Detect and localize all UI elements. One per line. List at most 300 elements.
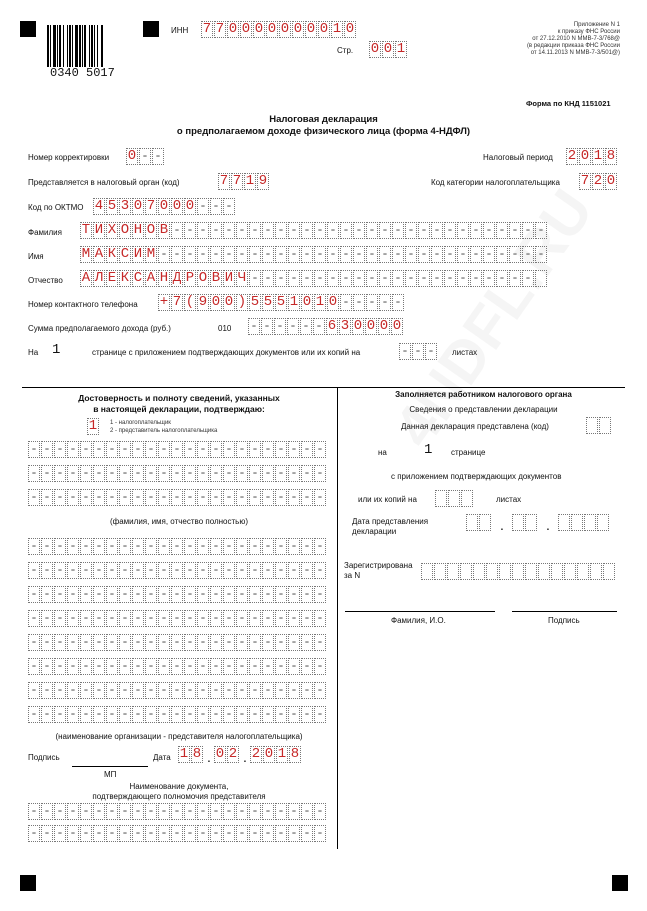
column-divider [337,387,338,849]
char-cell: - [93,610,105,627]
char-cell: - [223,825,235,842]
char-cell: - [197,441,209,458]
char-cell: - [28,489,40,506]
char-cell: 0 [306,21,316,37]
signer-option-1: 1 - налогоплательщик [110,420,171,426]
char-cell: - [288,586,300,603]
char-cell: 0 [159,198,169,214]
char-cell: - [275,562,287,579]
char-cell: - [223,803,235,820]
char-cell: - [314,465,326,482]
blank-row[interactable] [28,682,327,699]
char-cell: - [340,270,352,287]
char-cell: - [249,538,261,555]
char-cell: - [210,803,222,820]
char-cell: - [496,270,508,287]
char-cell: - [41,465,53,482]
inn-label: ИНН [171,26,189,35]
char-cell: - [301,634,313,651]
char-cell: - [210,586,222,603]
char-cell: - [379,222,391,239]
char-cell: - [184,825,196,842]
officer-name-line[interactable] [345,611,495,612]
appendix-line: (в редакции приказа ФНС России [526,43,620,49]
char-cell: - [223,222,235,239]
char-cell: - [249,634,261,651]
char-cell: - [314,489,326,506]
char-cell: 0 [383,41,393,57]
officer-signature-line[interactable] [512,611,617,612]
char-cell: 0 [264,746,274,762]
presented-code-field[interactable] [586,417,612,434]
char-cell: - [132,610,144,627]
char-cell: - [41,682,53,699]
blank-row[interactable] [28,538,327,555]
char-cell: И [224,270,234,286]
char-cell: - [288,825,300,842]
char-cell: - [210,682,222,699]
char-cell: - [67,706,79,723]
name-label: Имя [28,252,44,261]
char-cell: 0 [353,318,363,334]
char-cell: 0 [211,294,221,310]
char-cell: Х [107,222,117,238]
char-cell: - [418,270,430,287]
char-cell: - [80,610,92,627]
char-cell: - [171,634,183,651]
char-cell: О [120,222,130,238]
char-cell: 0 [254,21,264,37]
char-cell: - [496,222,508,239]
char-cell [512,563,524,580]
char-cell: 7 [215,21,225,37]
char-cell: - [236,441,248,458]
date-field[interactable] [178,746,302,768]
char-cell: - [54,489,66,506]
char-cell: - [262,706,274,723]
char-cell: - [470,270,482,287]
char-cell: - [106,825,118,842]
char-cell: - [210,465,222,482]
char-cell: - [288,562,300,579]
date-separator: . [207,749,211,765]
presentation-heading: Сведения о представлении декларации [409,405,558,414]
presented-code-label: Данная декларация представлена (код) [401,422,549,431]
char-cell [435,490,447,507]
confirm-heading-1: Достоверность и полноту сведений, указанных [78,393,280,403]
char-cell: 5 [276,294,286,310]
char-cell: - [236,562,248,579]
char-cell: - [210,246,222,263]
char-cell: - [223,658,235,675]
char-cell [466,514,478,531]
char-cell: - [418,246,430,263]
char-cell: - [405,222,417,239]
char-cell: - [41,706,53,723]
tax-office-heading: Заполняется работником налогового органа [395,390,572,399]
patronymic-field[interactable] [80,270,548,287]
char-cell: - [93,658,105,675]
char-cell: 0 [215,746,225,762]
registered-label-1: Зарегистрирована [344,561,413,570]
char-cell: - [223,246,235,263]
blank-row[interactable] [28,441,327,458]
char-cell: - [210,222,222,239]
char-cell: - [301,658,313,675]
char-cell: - [288,706,300,723]
char-cell: - [41,610,53,627]
char-cell: - [236,246,248,263]
char-cell: - [158,538,170,555]
char-cell: - [236,465,248,482]
corner-marker [143,21,159,37]
char-cell: - [366,270,378,287]
char-cell: - [119,825,131,842]
char-cell: - [145,706,157,723]
blank-row[interactable] [28,825,327,842]
blank-row[interactable] [28,489,327,506]
char-cell: - [327,222,339,239]
char-cell: - [54,586,66,603]
char-cell: - [184,586,196,603]
surname-field[interactable] [80,222,548,239]
char-cell: - [67,441,79,458]
signer-field[interactable] [87,418,100,435]
char-cell [421,563,433,580]
char-cell: - [106,634,118,651]
char-cell: К [120,270,130,286]
char-cell: - [535,246,547,263]
char-cell: - [353,222,365,239]
char-cell: - [80,538,92,555]
char-cell: - [145,562,157,579]
char-cell: - [249,658,261,675]
char-cell: - [301,706,313,723]
char-cell: - [80,489,92,506]
char-cell: - [223,441,235,458]
char-cell: - [379,270,391,287]
date-separator: . [500,517,504,533]
blank-row[interactable] [28,634,327,651]
blank-row[interactable] [28,562,327,579]
barcode-bar [103,25,104,67]
char-cell: - [145,825,157,842]
char-cell: 3 [340,318,350,334]
officer-signature-caption: Подпись [548,616,580,625]
char-cell: - [197,634,209,651]
char-cell: - [54,441,66,458]
char-cell: - [145,610,157,627]
char-cell: 8 [290,746,300,762]
char-cell: 1 [245,173,255,189]
char-cell [558,514,570,531]
copies-sheets-field[interactable] [435,490,474,507]
correction-label: Номер корректировки [28,153,110,162]
char-cell: - [197,825,209,842]
char-cell: - [158,441,170,458]
char-cell: М [81,246,91,262]
char-cell: - [171,658,183,675]
char-cell: 2 [251,746,261,762]
surname-label: Фамилия [28,228,62,237]
char-cell: - [444,246,456,263]
right-sheets-label: листах [496,495,522,504]
char-cell: - [340,246,352,263]
char-cell: А [81,270,91,286]
char-cell: - [80,658,92,675]
char-cell: - [353,294,365,311]
char-cell [473,563,485,580]
char-cell: - [236,682,248,699]
char-cell: - [496,246,508,263]
category-field[interactable] [579,173,618,190]
char-cell: - [158,682,170,699]
blank-row[interactable] [28,586,327,603]
char-cell: - [145,465,157,482]
char-cell: - [275,658,287,675]
char-cell: 7 [580,173,590,189]
char-cell: - [275,489,287,506]
char-cell: Д [172,270,182,286]
char-cell [447,563,459,580]
blank-row[interactable] [28,706,327,723]
char-cell: - [119,489,131,506]
char-cell: - [262,803,274,820]
char-cell: - [41,586,53,603]
char-cell [460,563,472,580]
char-cell: - [275,586,287,603]
blank-row[interactable] [28,610,327,627]
char-cell: - [67,803,79,820]
appendix-line: к приказу ФНС России [557,29,620,35]
char-cell: - [327,246,339,263]
inn-field[interactable] [201,21,357,38]
char-cell: - [184,246,196,263]
char-cell: - [431,222,443,239]
char-cell: - [158,586,170,603]
char-cell: - [275,682,287,699]
char-cell: - [236,658,248,675]
char-cell: - [93,562,105,579]
authority-label: Представляется в налоговый орган (код) [28,178,180,187]
char-cell: - [249,222,261,239]
category-label: Код категории налогоплательщика [431,178,560,187]
char-cell: - [288,465,300,482]
char-cell: - [171,562,183,579]
char-cell: - [249,682,261,699]
attachments-text: с приложением подтверждающих документов [391,472,562,481]
char-cell: 5 [250,294,260,310]
char-cell: - [106,658,118,675]
char-cell: - [210,562,222,579]
char-cell: - [275,610,287,627]
char-cell: - [210,538,222,555]
char-cell: - [119,586,131,603]
char-cell: - [288,803,300,820]
char-cell: - [119,706,131,723]
char-cell: - [236,222,248,239]
char-cell: - [197,465,209,482]
char-cell: - [106,803,118,820]
char-cell: - [457,270,469,287]
appendix-note [470,22,620,57]
char-cell: - [249,441,261,458]
char-cell: - [106,441,118,458]
char-cell: - [262,682,274,699]
char-cell: - [184,489,196,506]
char-cell: - [80,634,92,651]
char-cell: - [171,441,183,458]
corner-marker [20,875,36,891]
char-cell: - [80,562,92,579]
date-label: Дата [153,753,171,762]
char-cell: С [133,270,143,286]
char-cell: - [197,562,209,579]
char-cell [448,490,460,507]
char-cell: 0 [379,318,389,334]
char-cell: - [314,222,326,239]
barcode-number: 0340 5017 [50,66,115,80]
char-cell: - [262,658,274,675]
char-cell: - [41,634,53,651]
blank-row[interactable] [28,803,327,820]
char-cell: - [301,562,313,579]
char-cell: - [67,825,79,842]
char-cell: - [288,222,300,239]
blank-row[interactable] [28,658,327,675]
correction-field[interactable] [126,148,165,165]
char-cell: - [262,489,274,506]
char-cell: - [301,610,313,627]
char-cell: - [145,634,157,651]
char-cell: - [288,270,300,287]
page-number-field[interactable] [369,41,408,58]
char-cell: - [392,222,404,239]
char-cell: - [132,682,144,699]
char-cell: - [457,246,469,263]
income-field[interactable] [248,318,404,335]
char-cell: - [262,610,274,627]
char-cell: - [509,270,521,287]
char-cell: - [158,658,170,675]
char-cell: - [197,198,209,215]
char-cell [586,417,598,434]
char-cell: - [28,465,40,482]
char-cell: - [287,318,299,335]
char-cell: - [28,825,40,842]
char-cell: - [171,538,183,555]
authority-field[interactable] [218,173,270,190]
char-cell: - [248,318,260,335]
doc-heading-1: Наименование документа, [129,782,229,791]
char-cell: - [399,343,411,360]
char-cell: - [28,610,40,627]
char-cell: ) [237,294,247,310]
blank-row[interactable] [28,465,327,482]
char-cell: - [444,222,456,239]
char-cell: - [80,682,92,699]
officer-name-caption: Фамилия, И.О. [391,616,446,625]
char-cell: - [210,198,222,215]
char-cell: 7 [146,198,156,214]
on-label: На [28,348,39,357]
char-cell: 6 [327,318,337,334]
char-cell: + [159,294,169,310]
char-cell: - [106,706,118,723]
char-cell: - [210,634,222,651]
char-cell: - [28,634,40,651]
char-cell: - [28,562,40,579]
char-cell [599,417,611,434]
char-cell: - [119,562,131,579]
char-cell: - [28,706,40,723]
phone-field[interactable] [158,294,405,311]
char-cell: К [107,246,117,262]
char-cell: - [392,294,404,311]
char-cell: - [184,634,196,651]
char-cell: Л [94,270,104,286]
char-cell: О [146,222,156,238]
sheets-field[interactable] [399,343,438,360]
pages-count: 1 [52,342,61,358]
char-cell: - [93,465,105,482]
char-cell: - [314,538,326,555]
char-cell [512,514,524,531]
char-cell: - [261,318,273,335]
char-cell: - [132,803,144,820]
char-cell: - [236,586,248,603]
char-cell: - [28,441,40,458]
signature-line[interactable] [72,766,148,767]
fio-caption: (фамилия, имя, отчество полностью) [109,517,248,526]
char-cell: - [314,610,326,627]
char-cell: - [366,246,378,263]
char-cell: - [223,489,235,506]
char-cell: - [210,610,222,627]
char-cell: - [301,441,313,458]
char-cell: - [158,634,170,651]
period-field[interactable] [566,148,618,165]
char-cell: - [158,706,170,723]
char-cell: Р [185,270,195,286]
right-on-label: на [378,448,387,457]
date-separator: . [546,517,550,533]
char-cell: - [262,586,274,603]
char-cell: - [275,825,287,842]
right-pages-value: 1 [424,442,433,458]
char-cell: 0 [293,21,303,37]
char-cell: - [340,222,352,239]
char-cell: - [210,489,222,506]
char-cell: - [262,465,274,482]
presentation-date-field[interactable] [466,514,610,536]
char-cell: - [184,441,196,458]
char-cell: - [197,222,209,239]
registration-number-field[interactable] [421,563,616,580]
oktmo-field[interactable] [93,198,236,215]
watermark [380,177,607,460]
char-cell: - [314,706,326,723]
char-cell: - [132,658,144,675]
char-cell: - [132,706,144,723]
char-cell: - [41,803,53,820]
char-cell: - [483,246,495,263]
char-cell: - [210,658,222,675]
char-cell: Е [107,270,117,286]
char-cell: - [314,658,326,675]
name-field[interactable] [80,246,548,263]
char-cell: - [158,825,170,842]
